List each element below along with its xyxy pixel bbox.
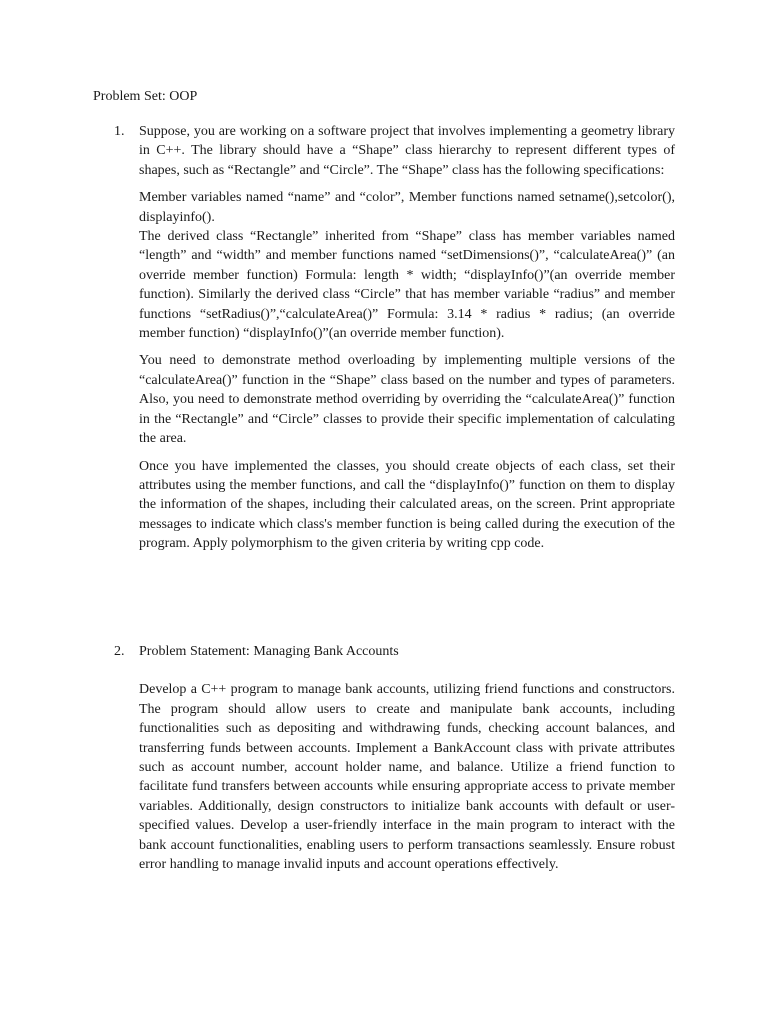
problem-body — [139, 122, 675, 562]
problem-number: 2. — [114, 644, 125, 659]
paragraph: Member variables named “name” and “color”, Member functions named setname(),setcolor(), displayinfo(). — [139, 190, 675, 225]
problem-number: 1. — [114, 124, 125, 139]
paragraph: The derived class “Rectangle” inherited from “Shape” class has member variables named “length” and “width” and member functions named “setDimensions()”, “calculateArea()” (an override member function) Formula: length * width; “displayInfo()”(an override member function). Similarly the derived class “Circle” that has member variable “radius” and member functions “setRadius()”,“calculateArea()” Formula: 3.14 * radius * radius; (an override member function) “displayInfo()”(an override member function). — [139, 229, 675, 342]
document-title: Problem Set: OOP — [93, 89, 198, 104]
paragraph: Develop a C++ program to manage bank accounts, utilizing friend functions and constructors. The program should allow users to create and manipulate bank accounts, including functionalities such as depositing and withdrawing funds, checking account balances, and transferring funds between accounts. Implement a BankAccount class with private attributes such as account number, account holder name, and balance. Utilize a friend function to facilitate fund transfers between accounts while ensuring appropriate access to private member variables. Additionally, design constructors to initialize bank accounts with default or user-specified values. Develop a user-friendly interface in the main program to interact with the bank account functionalities, enabling users to perform transactions seamlessly. Ensure robust error handling to manage invalid inputs and account operations effectively. — [139, 682, 675, 873]
paragraph: Suppose, you are working on a software project that involves implementing a geometry library in C++. The library should have a “Shape” class hierarchy to represent different types of shapes, such as “Rectangle” and “Circle”. The “Shape” class has the following specifications: — [139, 124, 675, 178]
problem-heading: Problem Statement: Managing Bank Accounts — [139, 644, 399, 659]
paragraph: Once you have implemented the classes, you should create objects of each class, set their attributes using the member functions, and call the “displayInfo()” function on them to display the information of the shapes, including their calculated areas, on the screen. Print appropriate messages to indicate which class's member function is being called during the execution of the program. Apply polymorphism to the given criteria by writing cpp code. — [139, 458, 675, 552]
paragraph: You need to demonstrate method overloading by implementing multiple versions of the “calculateArea()” function in the “Shape” class based on the number and types of parameters. Also, you need to demonstrate method overriding by overriding the “calculateArea()” function in the “Rectangle” and “Circle” classes to provide their specific implementation of calculating the area. — [139, 353, 675, 447]
problem-body — [139, 642, 675, 882]
